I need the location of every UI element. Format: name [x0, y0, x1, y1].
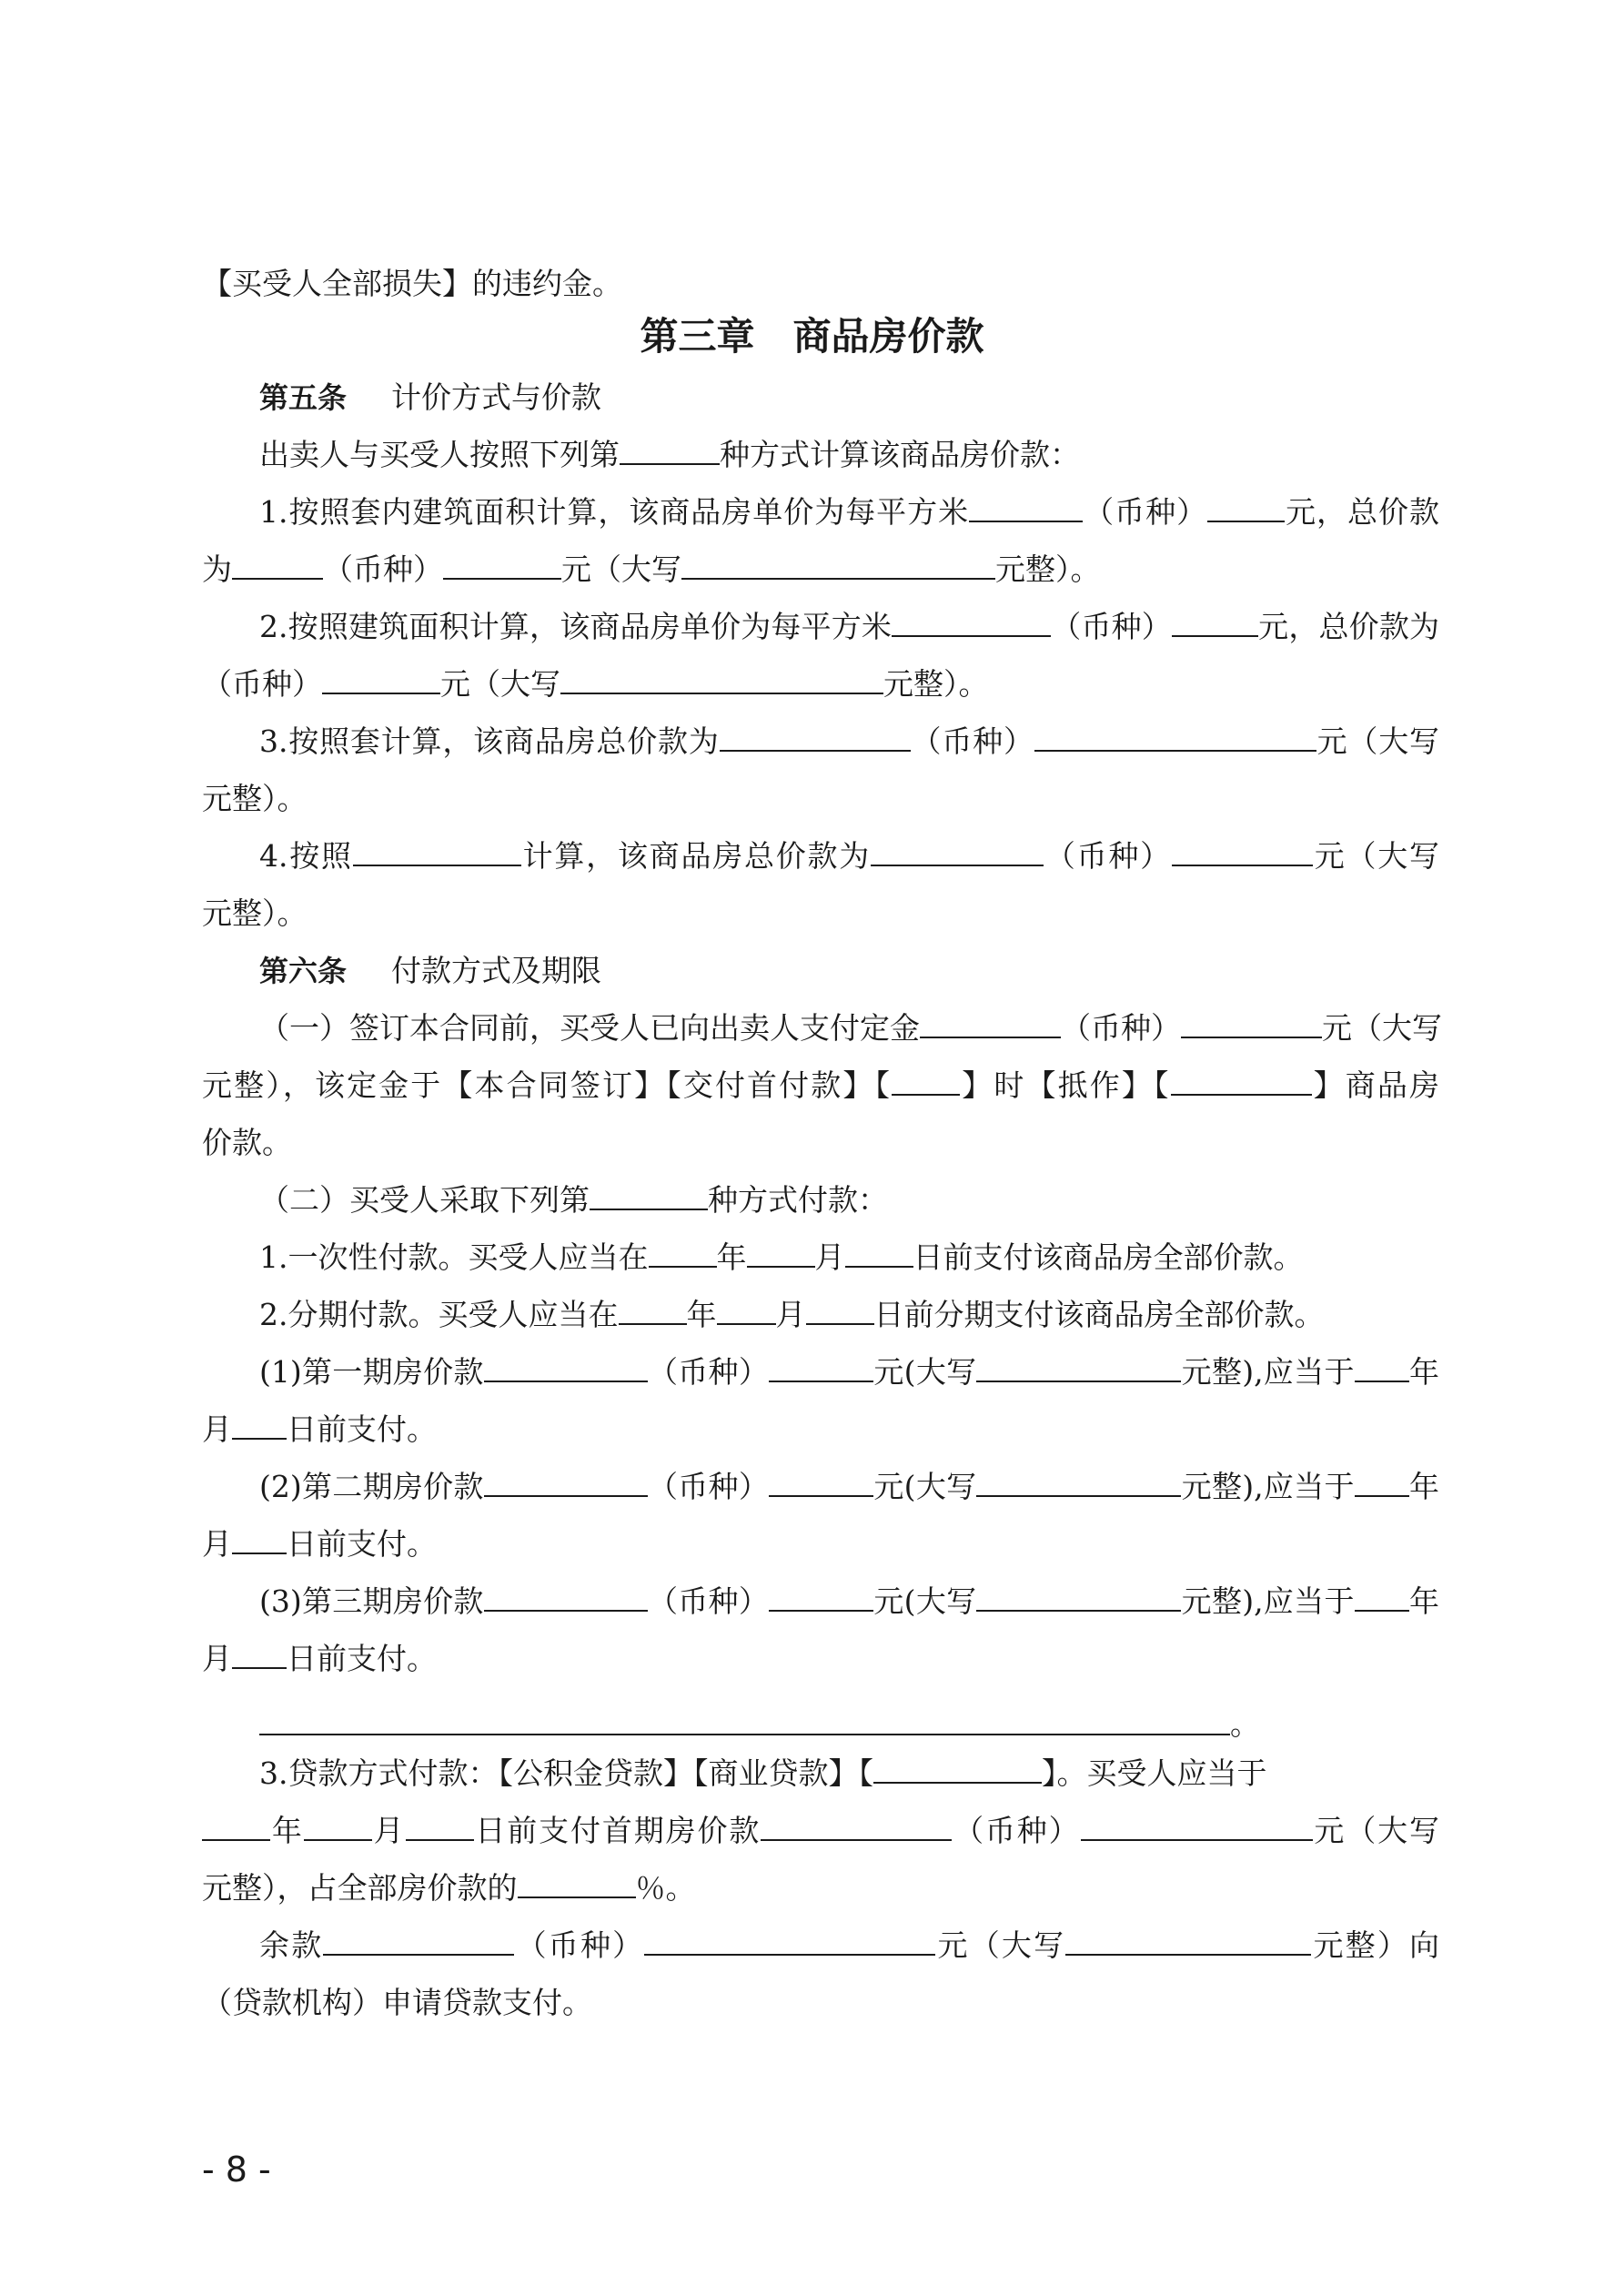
- method3-line1: [259, 719, 1439, 764]
- blank-deposit-b[interactable]: [1181, 1006, 1322, 1038]
- blank-deposit-time[interactable]: [892, 1063, 960, 1096]
- m1-text-g: 元整）。: [995, 551, 1101, 587]
- blank-i2-amount[interactable]: [484, 1464, 648, 1497]
- i1-text-g: 日前支付。: [287, 1411, 437, 1447]
- i1-text-b: （币种）: [647, 1354, 770, 1390]
- i3-text-f: 月: [202, 1641, 232, 1676]
- blank-i1-day[interactable]: [232, 1407, 287, 1440]
- m2-text-f: 元整）。: [883, 666, 989, 702]
- p2-text-b: 种方式付款：: [708, 1182, 888, 1218]
- bal-text-e: （贷款机构）申请贷款支付。: [202, 1985, 592, 2020]
- loan-text-b: 】。买受人应当于: [1042, 1755, 1267, 1791]
- blank-total-4a[interactable]: [871, 834, 1044, 866]
- blank-inst-month[interactable]: [717, 1292, 776, 1325]
- i2-text-e: 年: [1408, 1469, 1440, 1504]
- method1-line2: [202, 547, 1439, 592]
- m1-text-d: 为: [202, 551, 232, 587]
- blank-total-2-words[interactable]: [560, 662, 883, 694]
- inst-text-d: 日前分期支付该商品房全部价款。: [873, 1297, 1325, 1332]
- blank-i3-year[interactable]: [1355, 1579, 1409, 1612]
- intro-text-b: 种方式计算该商品房价款：: [720, 437, 1080, 472]
- article5-label: 第五条: [259, 380, 348, 415]
- installment1-line2: [202, 1407, 1439, 1452]
- blank-deposit-use[interactable]: [1171, 1063, 1312, 1096]
- p1-text-a: （一）签订本合同前，买受人已向出卖人支付定金: [259, 1010, 920, 1046]
- inst-text-a: 2.分期付款。买受人应当在: [259, 1297, 619, 1332]
- deposit-line3: [202, 1120, 1439, 1166]
- installment3-line2: [202, 1636, 1439, 1682]
- blank-i3-amount[interactable]: [484, 1579, 648, 1612]
- i2-text-b: （币种）: [647, 1469, 770, 1504]
- bal-text-b: （币种）: [514, 1927, 645, 1963]
- blank-total-1b[interactable]: [443, 547, 561, 580]
- method2-line1: [259, 604, 1439, 650]
- balance-line2: [202, 1980, 1439, 2026]
- one-text-b: 年: [716, 1239, 747, 1275]
- blank-i3-amount-b[interactable]: [769, 1579, 873, 1612]
- loan-line2: [202, 1808, 1439, 1854]
- article5-heading: [259, 375, 1439, 420]
- m1-text-c: 元，总价款: [1285, 494, 1440, 530]
- blank-down-payment-b[interactable]: [1081, 1808, 1313, 1841]
- deposit-line2: [202, 1063, 1439, 1108]
- article6-title: 付款方式及期限: [391, 953, 602, 988]
- balance-line1: [259, 1923, 1439, 1968]
- blank-total-3a[interactable]: [720, 719, 911, 752]
- i1-text-c: 元(大写: [873, 1354, 977, 1390]
- loan-text-i: ％。: [635, 1870, 696, 1906]
- i3-text-g: 日前支付。: [287, 1641, 437, 1676]
- loan-text-d: 月: [371, 1813, 406, 1848]
- p1-text-c: 元（大写: [1322, 1010, 1442, 1046]
- p1-text-e: 】时【抵作】【: [960, 1067, 1171, 1103]
- blank-i3-words[interactable]: [976, 1579, 1181, 1612]
- p1-text-g: 价款。: [202, 1125, 292, 1160]
- blank-payment-method[interactable]: [590, 1178, 708, 1210]
- m3-text-b: （币种）: [910, 723, 1034, 759]
- blank-deposit-a[interactable]: [920, 1006, 1061, 1038]
- blank-i2-day[interactable]: [232, 1522, 287, 1554]
- blank-loan-year[interactable]: [202, 1808, 270, 1841]
- bal-text-c: 元（大写: [935, 1927, 1066, 1963]
- lump-sum-line: [259, 1235, 1439, 1280]
- m4-text-f: 元整）。: [202, 895, 308, 931]
- installment-line: [259, 1292, 1439, 1338]
- blank-total-1-words[interactable]: [681, 547, 995, 580]
- m1-text-a: 1.按照套内建筑面积计算，该商品房单价为每平方米: [259, 494, 970, 530]
- loan-text-f: （币种）: [952, 1813, 1081, 1848]
- loan-text-a: 3.贷款方式付款：【公积金贷款】【商业贷款】【: [259, 1755, 873, 1791]
- i3-text-a: (3)第三期房价款: [259, 1583, 484, 1619]
- installment2-line2: [202, 1522, 1439, 1567]
- blank-loan-day[interactable]: [406, 1808, 474, 1841]
- long-line-period: 。: [1230, 1706, 1260, 1742]
- blank-balance[interactable]: [323, 1923, 514, 1956]
- bal-text-d: 元整）向: [1311, 1927, 1439, 1963]
- blank-i3-day[interactable]: [232, 1636, 287, 1669]
- blank-unit-price-2b[interactable]: [1172, 604, 1258, 637]
- i2-text-g: 日前支付。: [287, 1526, 437, 1562]
- intro-text-a: 出卖人与买受人按照下列第: [259, 437, 620, 472]
- carry-over-line: [202, 261, 1439, 307]
- article5-title: 计价方式与价款: [391, 379, 602, 415]
- p2-text-a: （二）买受人采取下列第: [259, 1182, 590, 1218]
- loan-text-c: 年: [270, 1813, 304, 1848]
- m4-text-e: 元（大写: [1312, 838, 1440, 874]
- payment-method-line: [259, 1178, 1439, 1223]
- p1-text-d: 元整），该定金于【本合同签订】【交付首付款】【: [202, 1067, 893, 1103]
- blank-unit-price-1[interactable]: [969, 490, 1083, 522]
- blank-total-3b[interactable]: [1034, 719, 1316, 752]
- m4-text-d: （币种）: [1044, 838, 1172, 874]
- m1-text-b: （币种）: [1083, 494, 1208, 530]
- blank-additional-installment[interactable]: [259, 1734, 1230, 1735]
- chapter-title: 第三章 商品房价款: [640, 314, 984, 359]
- blank-one-year[interactable]: [649, 1235, 717, 1268]
- blank-calc-basis[interactable]: [353, 834, 521, 866]
- m3-text-a: 3.按照套计算，该商品房总价款为: [259, 723, 720, 759]
- i3-text-b: （币种）: [647, 1583, 770, 1619]
- m3-text-c: 元（大写: [1316, 723, 1439, 759]
- m2-text-b: （币种）: [1051, 609, 1172, 644]
- method2-line2: [202, 662, 1439, 707]
- i2-text-a: (2)第二期房价款: [259, 1469, 484, 1504]
- blank-unit-price-1b[interactable]: [1207, 490, 1285, 522]
- blank-i2-amount-b[interactable]: [769, 1464, 873, 1497]
- blank-i1-amount-b[interactable]: [769, 1350, 873, 1382]
- installment3-line1: [259, 1579, 1439, 1624]
- m4-text-b: 计算，: [520, 838, 618, 874]
- i1-text-a: (1)第一期房价款: [259, 1354, 484, 1390]
- article6-heading: [259, 948, 1439, 994]
- i1-text-e: 年: [1408, 1354, 1440, 1390]
- p1-text-b: （币种）: [1061, 1010, 1181, 1046]
- m1-text-f: 元（大写: [561, 551, 681, 587]
- inst-text-b: 年: [686, 1297, 717, 1332]
- blank-one-day[interactable]: [845, 1235, 913, 1268]
- one-text-c: 月: [814, 1239, 845, 1275]
- blank-i1-words[interactable]: [976, 1350, 1181, 1382]
- blank-i1-year[interactable]: [1355, 1350, 1409, 1382]
- i3-text-c: 元(大写: [873, 1583, 977, 1619]
- loan-line1: [259, 1751, 1439, 1796]
- installment1-line1: [259, 1350, 1439, 1395]
- loan-line3: [202, 1866, 1439, 1911]
- blank-balance-b[interactable]: [644, 1923, 935, 1956]
- inst-text-c: 月: [775, 1297, 806, 1332]
- long-line-end: [1230, 1702, 1285, 1747]
- m4-text-a: 4.按照: [259, 838, 353, 874]
- loan-text-h: 元整），占全部房价款的: [202, 1870, 518, 1906]
- method1-line1: [259, 490, 1439, 535]
- loan-text-g: 元（大写: [1312, 1813, 1440, 1848]
- article5-intro: [259, 432, 1439, 478]
- i2-text-c: 元(大写: [873, 1469, 977, 1504]
- bal-text-a: 余款: [259, 1927, 324, 1963]
- blank-method-number[interactable]: [620, 432, 720, 465]
- blank-inst-year[interactable]: [619, 1292, 687, 1325]
- blank-loan-type[interactable]: [873, 1751, 1042, 1784]
- m2-text-a: 2.按照建筑面积计算，该商品房单价为每平方米: [259, 609, 893, 644]
- blank-one-month[interactable]: [747, 1235, 815, 1268]
- loan-text-e: 日前支付首期房价款: [473, 1813, 762, 1848]
- m4-text-c: 该商品房总价款为: [617, 838, 872, 874]
- i3-text-d: 元整),应当于: [1181, 1583, 1355, 1619]
- blank-total-4b[interactable]: [1172, 834, 1313, 866]
- installment2-line1: [259, 1464, 1439, 1510]
- method4-line2: [202, 891, 1439, 936]
- blank-i2-words[interactable]: [976, 1464, 1181, 1497]
- method3-line2: [202, 776, 1439, 822]
- blank-total-2[interactable]: [322, 662, 440, 694]
- m2-text-e: 元（大写: [440, 666, 560, 702]
- one-text-d: 日前支付该商品房全部价款。: [913, 1239, 1304, 1275]
- blank-down-payment[interactable]: [761, 1808, 952, 1841]
- blank-i1-amount[interactable]: [484, 1350, 648, 1382]
- one-text-a: 1.一次性付款。买受人应当在: [259, 1239, 649, 1275]
- article6-label: 第六条: [259, 954, 348, 988]
- i3-text-e: 年: [1408, 1583, 1440, 1619]
- page-number: - 8 -: [202, 2149, 271, 2190]
- m2-text-d: （币种）: [202, 666, 322, 702]
- blank-loan-month[interactable]: [304, 1808, 372, 1841]
- i2-text-f: 月: [202, 1526, 232, 1562]
- m2-text-c: 元，总价款为: [1257, 609, 1439, 644]
- m1-text-e: （币种）: [323, 551, 443, 587]
- m3-text-d: 元整）。: [202, 781, 308, 816]
- i1-text-d: 元整),应当于: [1181, 1354, 1355, 1390]
- i1-text-f: 月: [202, 1411, 232, 1447]
- blank-inst-day[interactable]: [806, 1292, 874, 1325]
- deposit-line1: [259, 1006, 1442, 1051]
- blank-percent[interactable]: [518, 1866, 636, 1898]
- carry-over-text: 【买受人全部损失】的违约金。: [202, 266, 622, 301]
- p1-text-f: 】商品房: [1311, 1067, 1440, 1103]
- i2-text-d: 元整),应当于: [1181, 1469, 1355, 1504]
- blank-balance-words[interactable]: [1065, 1923, 1311, 1956]
- blank-total-1a[interactable]: [232, 547, 323, 580]
- blank-i2-year[interactable]: [1355, 1464, 1409, 1497]
- blank-unit-price-2[interactable]: [892, 604, 1051, 637]
- method4-line1: [259, 834, 1439, 879]
